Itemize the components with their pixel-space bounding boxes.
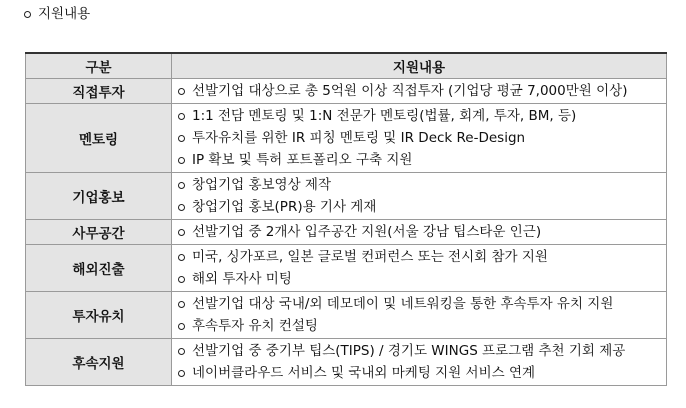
table-header-row: [26, 53, 667, 79]
content-item-text: 네이버클라우드 서비스 및 국내외 마케팅 지원 서비스 연계: [192, 365, 536, 381]
circle-bullet-icon: [178, 88, 185, 95]
circle-bullet-icon: [178, 301, 185, 308]
content-item: [178, 149, 666, 171]
row-category: 해외진출: [26, 245, 172, 292]
row-content: [172, 339, 667, 386]
circle-bullet-icon: [24, 11, 31, 18]
row-content: [172, 220, 667, 245]
circle-bullet-icon: [178, 135, 185, 142]
circle-bullet-icon: [178, 204, 185, 211]
table-row: [26, 173, 667, 220]
row-category: 직접투자: [26, 79, 172, 104]
content-item: [178, 174, 666, 196]
circle-bullet-icon: [178, 323, 185, 330]
row-category: 기업홍보: [26, 173, 172, 220]
table-row: [26, 220, 667, 245]
table-row: [26, 339, 667, 386]
content-item: [178, 196, 666, 218]
content-item: [178, 315, 666, 337]
content-item-text: 창업기업 홍보(PR)용 기사 게재: [192, 199, 377, 215]
content-item: [178, 268, 666, 290]
content-item-text: 투자유치를 위한 IR 피칭 멘토링 및 IR Deck Re-Design: [192, 130, 526, 146]
content-item-text: 선발기업 중 2개사 입주공간 지원(서울 강남 팁스타운 인근): [192, 224, 542, 240]
content-item-text: 선발기업 대상으로 총 5억원 이상 직접투자 (기업당 평균 7,000만원 이상): [192, 83, 628, 99]
row-category: 후속지원: [26, 339, 172, 386]
table-row: [26, 292, 667, 339]
table-row: [26, 245, 667, 292]
row-content: [172, 173, 667, 220]
section-heading-text: 지원내용: [38, 6, 91, 22]
column-header-content: 지원내용: [172, 53, 667, 79]
content-item: [178, 221, 666, 243]
support-table: [25, 52, 667, 386]
content-item: [178, 105, 666, 127]
circle-bullet-icon: [178, 254, 185, 261]
content-item: [178, 80, 666, 102]
circle-bullet-icon: [178, 113, 185, 120]
circle-bullet-icon: [178, 348, 185, 355]
content-item: [178, 127, 666, 149]
content-item: [178, 246, 666, 268]
content-item-text: 해외 투자사 미팅: [192, 271, 292, 287]
content-item-text: 선발기업 대상 국내/외 데모데이 및 네트워킹을 통한 후속투자 유치 지원: [192, 296, 614, 312]
content-item-text: 후속투자 유치 컨설팅: [192, 318, 318, 334]
column-header-category: 구분: [26, 53, 172, 79]
table-row: [26, 79, 667, 104]
circle-bullet-icon: [178, 370, 185, 377]
content-item: [178, 293, 666, 315]
row-category: 멘토링: [26, 104, 172, 173]
content-item-text: 창업기업 홍보영상 제작: [192, 177, 331, 193]
content-item-text: 미국, 싱가포르, 일본 글로벌 컨퍼런스 또는 전시회 참가 지원: [192, 249, 548, 265]
row-category: 투자유치: [26, 292, 172, 339]
content-item-text: 선발기업 중 중기부 팁스(TIPS) / 경기도 WINGS 프로그램 추천 기회 제공: [192, 343, 626, 359]
row-content: [172, 104, 667, 173]
content-item: [178, 362, 666, 384]
row-content: [172, 245, 667, 292]
table-row: [26, 104, 667, 173]
circle-bullet-icon: [178, 229, 185, 236]
content-item: [178, 340, 666, 362]
circle-bullet-icon: [178, 182, 185, 189]
row-category: 사무공간: [26, 220, 172, 245]
row-content: [172, 292, 667, 339]
circle-bullet-icon: [178, 276, 185, 283]
content-item-text: IP 확보 및 특허 포트폴리오 구축 지원: [192, 152, 413, 168]
row-content: [172, 79, 667, 104]
section-heading: [24, 4, 90, 24]
content-item-text: 1:1 전담 멘토링 및 1:N 전문가 멘토링(법률, 회계, 투자, BM, 등): [192, 108, 577, 124]
circle-bullet-icon: [178, 157, 185, 164]
